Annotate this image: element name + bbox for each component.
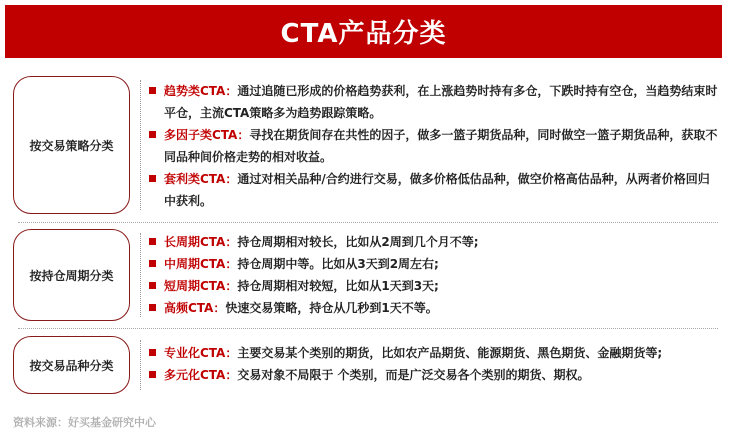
category-label: 按交易品种分类: [29, 358, 114, 373]
category-label-box: [13, 229, 130, 321]
category-label: 按持仓周期分类: [29, 268, 114, 283]
title-banner: [5, 5, 722, 58]
divider-horizontal: [18, 328, 718, 329]
item-desc: 快速交易策略，持仓从几秒到1天不等。: [225, 301, 438, 315]
list-item: [148, 275, 720, 297]
category-label-box: [13, 336, 130, 394]
list-item: [148, 80, 720, 124]
list-item: [148, 124, 720, 168]
item-name: 高频CTA：: [164, 301, 226, 315]
square-bullet-icon: [149, 87, 156, 94]
item-desc: 通过追随已形成的价格趋势获利，在上涨趋势时持有多仓，下跌时持有空仓，当趋势结束时平仓，主流CTA策略多为趋势跟踪策略。: [164, 84, 718, 120]
item-desc: 交易对象不局限于 个类别，而是广泛交易各个类别的期货、期权。: [237, 368, 590, 382]
item-name: 中周期CTA：: [164, 257, 238, 271]
square-bullet-icon: [149, 260, 156, 267]
page-title: CTA产品分类: [280, 19, 447, 49]
square-bullet-icon: [149, 282, 156, 289]
square-bullet-icon: [149, 238, 156, 245]
item-desc: 持仓周期相对较长，比如从2周到几个月不等;: [237, 235, 479, 249]
square-bullet-icon: [149, 175, 156, 182]
item-name: 专业化CTA：: [164, 346, 238, 360]
item-name: 多因子类CTA：: [164, 128, 250, 142]
divider-vertical: [140, 340, 141, 390]
category-label: 按交易策略分类: [29, 138, 114, 153]
list-item: [148, 231, 720, 253]
item-list: [148, 231, 720, 319]
square-bullet-icon: [149, 349, 156, 356]
source-note: 资料来源：好买基金研究中心: [13, 416, 156, 429]
item-desc: 寻找在期货间存在共性的因子，做多一篮子期货品种，同时做空一篮子期货品种，获取不同品种间价格走势的相对收益。: [164, 128, 718, 164]
item-desc: 通过对相关品种/合约进行交易，做多价格低估品种，做空价格高估品种，从两者价格回归中获利。: [164, 172, 710, 208]
item-desc: 持仓周期相对较短，比如从1天到3天;: [237, 279, 439, 293]
square-bullet-icon: [149, 304, 156, 311]
section-holding-period: [13, 229, 720, 321]
item-name: 多元化CTA：: [164, 368, 238, 382]
item-name: 趋势类CTA：: [164, 84, 238, 98]
divider-vertical: [140, 80, 141, 210]
section-strategy: [13, 76, 720, 214]
category-label-box: [13, 76, 130, 214]
item-name: 短周期CTA：: [164, 279, 238, 293]
item-desc: 主要交易某个类别的期货，比如农产品期货、能源期货、黑色期货、金融期货等;: [237, 346, 663, 360]
item-name: 长周期CTA：: [164, 235, 238, 249]
list-item: [148, 364, 720, 386]
list-item: [148, 168, 720, 212]
section-product-variety: [13, 336, 720, 396]
square-bullet-icon: [149, 131, 156, 138]
item-desc: 持仓周期中等。比如从3天到2周左右;: [237, 257, 439, 271]
divider-horizontal: [18, 222, 718, 223]
item-name: 套利类CTA：: [164, 172, 238, 186]
square-bullet-icon: [149, 371, 156, 378]
list-item: [148, 342, 720, 364]
item-list: [148, 80, 720, 212]
divider-vertical: [140, 233, 141, 317]
list-item: [148, 253, 720, 275]
list-item: [148, 297, 720, 319]
item-list: [148, 342, 720, 386]
